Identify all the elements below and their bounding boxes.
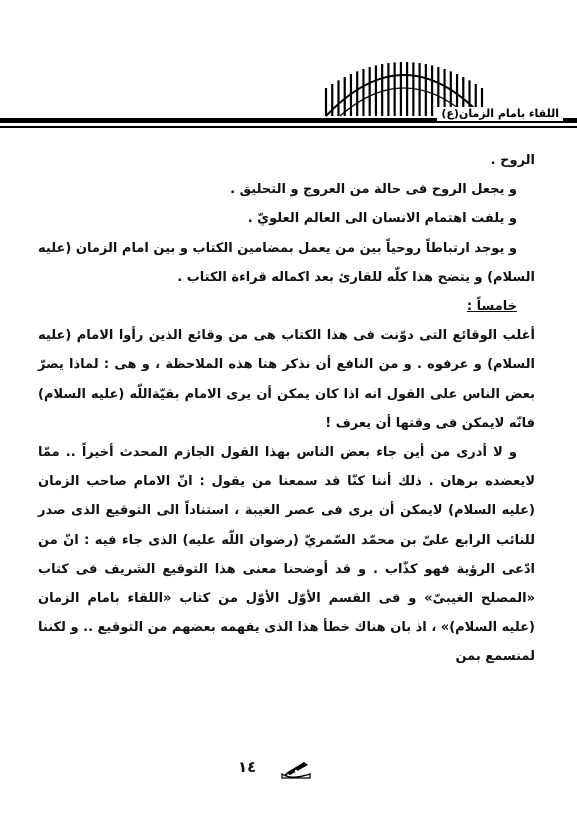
paragraph: و يلفت اهتمام الانسان الى العالم العلويّ . xyxy=(247,211,517,227)
paragraph: و يجعل الروح فى حالة من العروج و التحليق . xyxy=(230,182,517,198)
paragraph: أغلب الوقائع التى دوّنت فى هذا الكتاب هى من وقائع الذين رأوا الامام (عليه السلام) و عرفوه . و من النافع أن نذكر هنا هذه الملاحظة ، و هى : لماذا يصرّ بعض الناس على القول انه اذا كان يمكن أن يرى الامام بقيّةاللّه (عليه السلام) فانّه لايمكن فى وقتها أن يعرف ! xyxy=(38,328,535,431)
page-header xyxy=(0,0,577,140)
paragraph: و لا أدرى من أين جاء بعض الناس بهذا القول الجازم المحدث أخيراً .. ممّا لايعضده برهان . ذلك أننا كنّا قد سمعنا من يقول : انّ الامام صاحب الزمان (عليه السلام) لايمكن أن يرى فى عصر الغيبة ، استناداً الى التوقيع الذى صدر للنائب الرابع علىّ بن محمّد السّمريّ (رضوان اللّه عليه) الذى جاء فيه : انّ من ادّعى الرؤية فهو كذّاب . و قد أوضحنا معنى هذا التوقيع الشريف فى كتاب «المصلح الغيبىّ» و فى القسم الأوّل الأوّل من كتاب «اللقاء بامام الزمان (عليه السلام)» ، اذ بان هناك خطأ هذا الذى يفهمه بعضهم من التوقيع .. و لكننا لمنسمع بمن xyxy=(38,445,535,665)
running-title: اللقاء بامام الزمان(ع) xyxy=(437,107,563,121)
paragraph: الروح . xyxy=(490,153,535,168)
page-number: ١٤ xyxy=(238,758,257,776)
pen-writing-icon xyxy=(280,760,314,780)
page-footer xyxy=(0,756,577,786)
section-heading: خامساً : xyxy=(466,299,517,315)
body-text xyxy=(38,146,535,672)
paragraph: و يوجد ارتباطاً روحياً بين من يعمل بمضامين الكتاب و بين امام الزمان (عليه السلام) و يتضح هذا كلّه للقارئ بعد اكماله قراءة الكتاب . xyxy=(38,240,535,285)
